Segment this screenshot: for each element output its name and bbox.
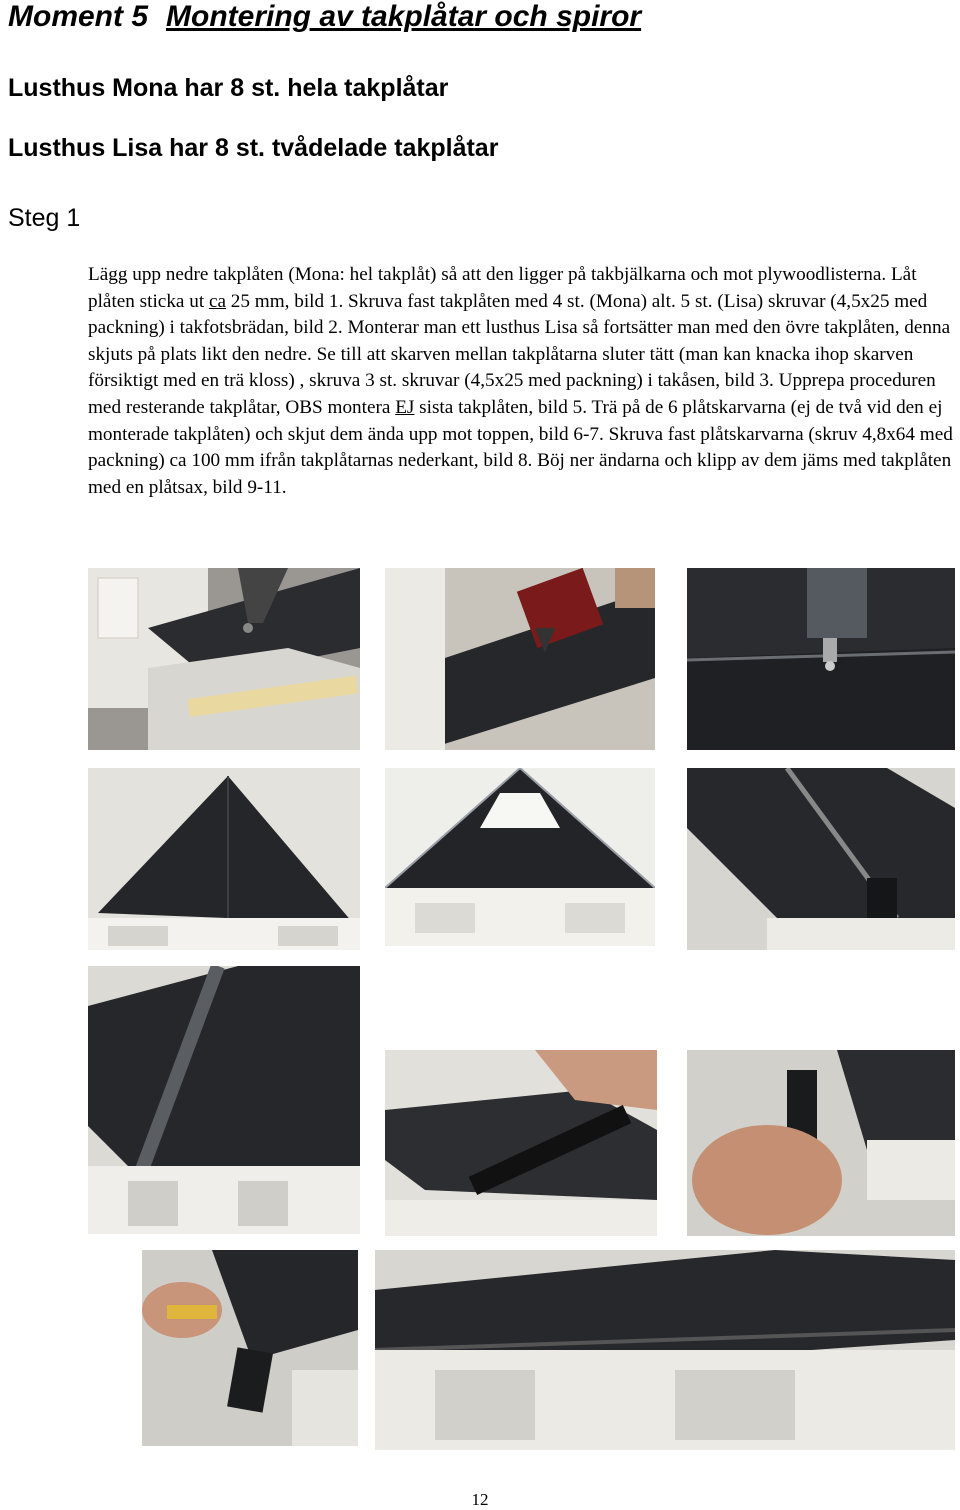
photo-8 — [385, 1050, 657, 1236]
step-heading: Steg 1 — [8, 204, 81, 232]
instruction-text-2: 25 mm, bild 1. Skruva fast takplåten med 4 st. (Mona) alt. 5 st. (Lisa) skruvar (4,5x25 med packning) i takfotsbrädan, bild 2. Monterar man ett lusthus Lisa så fortsätter man med den övre takplåten, denna skjuts på plats likt den nedre. Se till att skarven mellan takplåtarna sluter tätt (man kan knacka ihop skarven försiktigt med en trä kloss) , skruva 3 st. skruvar (4,5x25 med packning) i takåsen, bild 3. Upprepa proceduren med resterande takplåtar, OBS montera — [88, 290, 951, 418]
photo-4 — [88, 768, 360, 950]
instruction-paragraph — [88, 262, 954, 501]
photo-11 — [375, 1250, 955, 1450]
moment-title: Montering av takplåtar och spiror — [166, 0, 642, 33]
photo-10 — [142, 1250, 358, 1446]
photo-6 — [687, 768, 955, 950]
photo-1 — [88, 568, 360, 750]
photo-5 — [385, 768, 655, 946]
page-number: 12 — [471, 1490, 489, 1509]
photo-2 — [385, 568, 655, 750]
photo-3 — [687, 568, 955, 750]
moment-label: Moment 5 — [8, 0, 149, 33]
instruction-ca: ca — [208, 290, 226, 312]
line-mona: Lusthus Mona har 8 st. hela takplåtar — [8, 74, 449, 102]
line-lisa: Lusthus Lisa har 8 st. tvådelade takplåtar — [8, 134, 499, 162]
instruction-ej: EJ — [395, 396, 415, 418]
instruction-text-1: Lägg upp nedre takplåten (Mona: hel takplåt) så att den ligger på takbjälkarna och mot plywoodlisterna. Låt plåten sticka ut — [88, 264, 917, 312]
instruction-text-3: sista takplåten, bild 5. Trä på de 6 plåtskarvarna (ej de två vid den ej monterade takplåten) och skjut dem ända upp mot toppen, bild 6-7. Skruva fast plåtskarvarna (skruv 4,8x64 med packning) ca 100 mm ifrån takplåtarnas nederkant, bild 8. Böj ner ändarna och klipp av dem jäms med takplåten med en plåtsax, bild 9-11. — [88, 396, 953, 498]
photo-7 — [88, 966, 360, 1234]
photo-9 — [687, 1050, 955, 1236]
moment-heading — [8, 0, 641, 34]
